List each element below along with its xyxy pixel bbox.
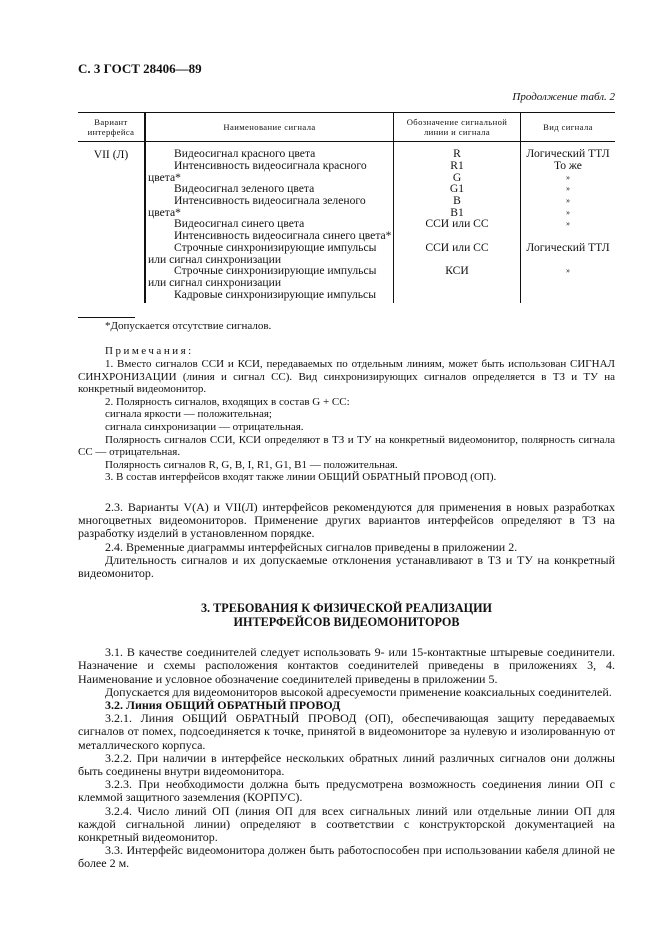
signal-types xyxy=(521,142,616,304)
paragraph-3-2-2: 3.2.2. При наличии в интерфейсе нескольких обратных линий различных сигналов они должны быть соединены внутри видеомонитора. xyxy=(78,750,615,778)
heading-3-2: 3.2. Линия ОБЩИЙ ОБРАТНЫЙ ПРОВОД xyxy=(105,697,341,712)
note-line: Полярность сигналов ССИ, КСИ определяют в ТЗ и ТУ на конкретный видеомонитор, полярность сигнала СС — отрицательная. xyxy=(78,433,615,459)
footnote-divider xyxy=(78,317,135,318)
signal-type: » xyxy=(566,219,570,229)
table-caption: Продолжение табл. 2 xyxy=(512,91,615,104)
signal-name: Видеосигнал синего цвета xyxy=(174,217,305,231)
paragraph-3-1-coax: Допускается для видеомониторов высокой адресуемости применение коаксиальных соединителей. xyxy=(105,684,612,699)
signal-type: Логический ТТЛ xyxy=(526,240,610,254)
table-body-row xyxy=(78,142,615,304)
paragraph-3-2-1: 3.2.1. Линия ОБЩИЙ ОБРАТНЫЙ ПРОВОД (ОП), обеспечивающая защиту передаваемых сигналов от помех, подсоединяется к точке, принятой в видеомониторе за нулевую и изолированную от металлического корпуса. xyxy=(78,711,615,752)
note-line: 3. В состав интерфейсов входят также линии ОБЩИЙ ОБРАТНЫЙ ПРОВОД (ОП). xyxy=(105,471,497,484)
signal-code: B1 xyxy=(450,205,464,219)
signal-type: То же xyxy=(554,158,582,172)
paragraph-2-4-duration: Длительность сигналов и их допускаемые отклонения устанавливают в ТЗ и ТУ на конкретный видеомонитор. xyxy=(78,552,615,580)
notes-title: Примечания: xyxy=(105,345,194,358)
signal-type: » xyxy=(566,195,570,205)
footnote: *Допускается отсутствие сигналов. xyxy=(105,320,272,333)
notes xyxy=(78,345,615,484)
signal-type: » xyxy=(566,184,570,194)
document-page xyxy=(78,62,615,871)
signal-code: G xyxy=(452,170,462,184)
signal-code: R xyxy=(453,147,461,161)
signal-name: Интенсивность видеосигнала красного цвета* xyxy=(148,158,367,184)
paragraph-3-2-4: 3.2.4. Число линий ОП (линия ОП для всех сигнальных линий или отдельные линии ОП для каждой сигнальной линии) определяют в соответствии с конструкторской документацией на конкретный видеомонитор. xyxy=(78,803,615,845)
signal-code: G1 xyxy=(449,182,465,196)
section-3-title-line2: ИНТЕРФЕЙСОВ ВИДЕОМОНИТОРОВ xyxy=(233,614,460,629)
signal-code: R1 xyxy=(450,158,464,172)
signal-name: Видеосигнал красного цвета xyxy=(174,147,316,161)
signal-type: » xyxy=(566,172,570,182)
col-header-signal-type: Вид сигнала xyxy=(521,113,616,142)
paragraph-2-4: 2.4. Временные диаграммы интерфейсных сигналов приведены в приложении 2. xyxy=(105,539,518,554)
col-header-signal-name: Наименование сигнала xyxy=(145,113,394,142)
col-header-designation: Обозначение сигнальной линии и сигнала xyxy=(394,113,521,142)
section-3-title-line1: 3. ТРЕБОВАНИЯ К ФИЗИЧЕСКОЙ РЕАЛИЗАЦИИ xyxy=(200,601,493,616)
col-header-variant: Вариант интерфейса xyxy=(78,113,145,142)
signal-codes xyxy=(394,142,521,304)
section-2-text xyxy=(78,501,615,580)
paragraph-3-3: 3.3. Интерфейс видеомонитора должен быть работоспособен при использовании кабеля длиной не более 2 м. xyxy=(78,843,615,871)
paragraph-3-1: 3.1. В качестве соединителей следует использовать 9- или 15-контактные штыревые соединители. Назначение и схемы расположения контактов соединителей приведены в приложениях 3, 4. Наименование и условное обозначение соединителей приведены в приложении 5. xyxy=(78,645,615,686)
note-line: 1. Вместо сигналов ССИ и КСИ, передаваемых по отдельным линиям, может быть использован СИГНАЛ СИНХРОНИЗАЦИИ (линия и сигнал СС). Вид синхронизирующих сигналов определяется в ТЗ и ТУ на конкретный видеомонитор. xyxy=(78,358,615,396)
section-3-text xyxy=(78,646,615,870)
signal-code: КСИ xyxy=(445,264,469,278)
note-line: Полярность сигналов R, G, B, I, R1, G1, B1 — положительная. xyxy=(105,458,398,471)
note-line: сигнала яркости — положительная; xyxy=(105,408,272,421)
section-3-heading xyxy=(78,602,615,629)
signal-code: ССИ или СС xyxy=(425,217,489,231)
signal-name: Интенсивность видеосигнала синего цвета* xyxy=(174,229,392,243)
signal-code: ССИ или СС xyxy=(425,240,489,254)
paragraph-2-3: 2.3. Варианты V(А) и VII(Л) интерфейсов рекомендуются для применения в новых разработках многоцветных видеомониторов. Применение других вариантов интерфейсов определяют в ТЗ на разработку изделий в установленном порядке. xyxy=(78,499,615,541)
signal-name: Строчные синхронизирующие импульсы или сигнал синхронизации xyxy=(148,264,377,289)
paragraph-3-2-3: 3.2.3. При необходимости должна быть предусмотрена возможность соединения линии ОП с клеммой защитного заземления (КОРПУС). xyxy=(78,777,615,805)
page-header: С. 3 ГОСТ 28406—89 xyxy=(78,61,202,76)
signal-name: Видеосигнал зеленого цвета xyxy=(174,182,315,196)
signal-name: Кадровые синхронизирующие импульсы xyxy=(174,287,376,301)
signal-names xyxy=(145,142,394,304)
signal-type: » xyxy=(566,207,570,217)
variant-cell: VII (Л) xyxy=(78,142,145,304)
signal-code: B xyxy=(453,194,461,207)
signals-table xyxy=(78,112,615,303)
note-line: 2. Полярность сигналов, входящих в состав G + СС: xyxy=(105,395,350,408)
note-line: сигнала синхронизации — отрицательная. xyxy=(105,420,304,433)
signal-type: Логический ТТЛ xyxy=(526,147,610,161)
signal-name: Интенсивность видеосигнала зеленого цвета* xyxy=(148,194,366,219)
signal-type: » xyxy=(566,266,570,276)
signal-name: Строчные синхронизирующие импульсы или сигнал синхронизации xyxy=(148,240,377,266)
